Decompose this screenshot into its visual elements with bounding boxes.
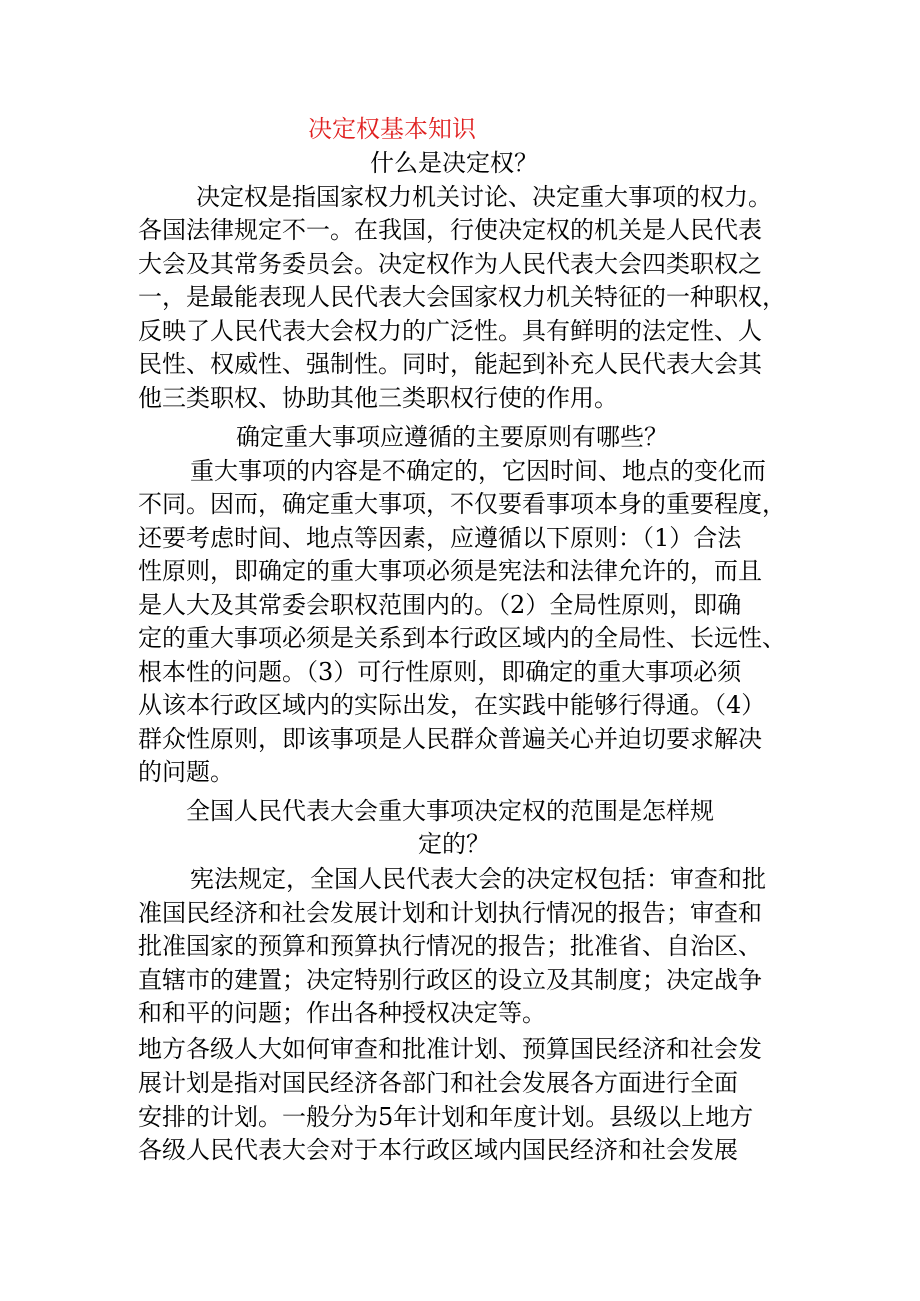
paragraph-line: 从该本行政区域内的实际出发，在实践中能够行得通。（4）: [138, 691, 766, 719]
paragraph-line: 群众性原则，即该事项是人民群众普遍关心并迫切要求解决: [138, 725, 762, 753]
paragraph-line: 他三类职权、协助其他三类职权行使的作用。: [138, 384, 618, 412]
paragraph-line: 大会及其常务委员会。决定权作为人民代表大会四类职权之: [138, 250, 762, 278]
paragraph-line: 展计划是指对国民经济各部门和社会发展各方面进行全面: [138, 1069, 738, 1097]
paragraph-line: 准国民经济和社会发展计划和计划执行情况的报告；审查和: [138, 899, 762, 927]
paragraph-line: 性原则，即确定的重大事项必须是宪法和法律允许的，而且: [138, 557, 762, 585]
paragraph-line: 和和平的问题；作出各种授权决定等。: [138, 999, 546, 1027]
paragraph-line: 直辖市的建置；决定特别行政区的设立及其制度；决定战争: [138, 966, 762, 994]
paragraph-line: 是人大及其常委会职权范围内的。（2）全局性原则，即确: [138, 591, 742, 619]
paragraph-line: 地方各级人大如何审查和批准计划、预算国民经济和社会发: [138, 1035, 762, 1063]
paragraph-line: 批准国家的预算和预算执行情况的报告；批准省、自治区、: [138, 932, 762, 960]
heading-what-is-decision-power: 什么是决定权？: [370, 149, 538, 177]
paragraph-line: 各级人民代表大会对于本行政区域内国民经济和社会发展: [138, 1136, 738, 1164]
paragraph-line: 定的重大事项必须是关系到本行政区域内的全局性、长远性、: [138, 624, 786, 652]
paragraph-line: 民性、权威性、强制性。同时，能起到补充人民代表大会其: [138, 350, 762, 378]
heading-npc-scope-line1: 全国人民代表大会重大事项决定权的范围是怎样规: [186, 797, 714, 825]
paragraph-line: 的问题。: [138, 758, 234, 786]
paragraph-line: 还要考虑时间、地点等因素，应遵循以下原则：（1）合法: [138, 524, 742, 552]
paragraph-line: 各国法律规定不一。在我国，行使决定权的机关是人民代表: [138, 216, 762, 244]
paragraph-line: 安排的计划。一般分为5年计划和年度计划。县级以上地方: [138, 1103, 754, 1131]
document-title: 决定权基本知识: [308, 115, 476, 143]
paragraph-line: 不同。因而，确定重大事项，不仅要看事项本身的重要程度，: [138, 490, 786, 518]
paragraph-line: 决定权是指国家权力机关讨论、决定重大事项的权力。: [196, 183, 772, 211]
paragraph-line: 一，是最能表现人民代表大会国家权力机关特征的一种职权，: [138, 283, 786, 311]
paragraph-line: 反映了人民代表大会权力的广泛性。具有鲜明的法定性、人: [138, 317, 762, 345]
heading-principles: 确定重大事项应遵循的主要原则有哪些？: [236, 423, 668, 451]
paragraph-line: 重大事项的内容是不确定的，它因时间、地点的变化而: [190, 457, 766, 485]
paragraph-line: 根本性的问题。（3）可行性原则，即确定的重大事项必须: [138, 658, 742, 686]
paragraph-line: 宪法规定，全国人民代表大会的决定权包括：审查和批: [190, 865, 766, 893]
heading-npc-scope-line2: 定的？: [418, 830, 490, 858]
